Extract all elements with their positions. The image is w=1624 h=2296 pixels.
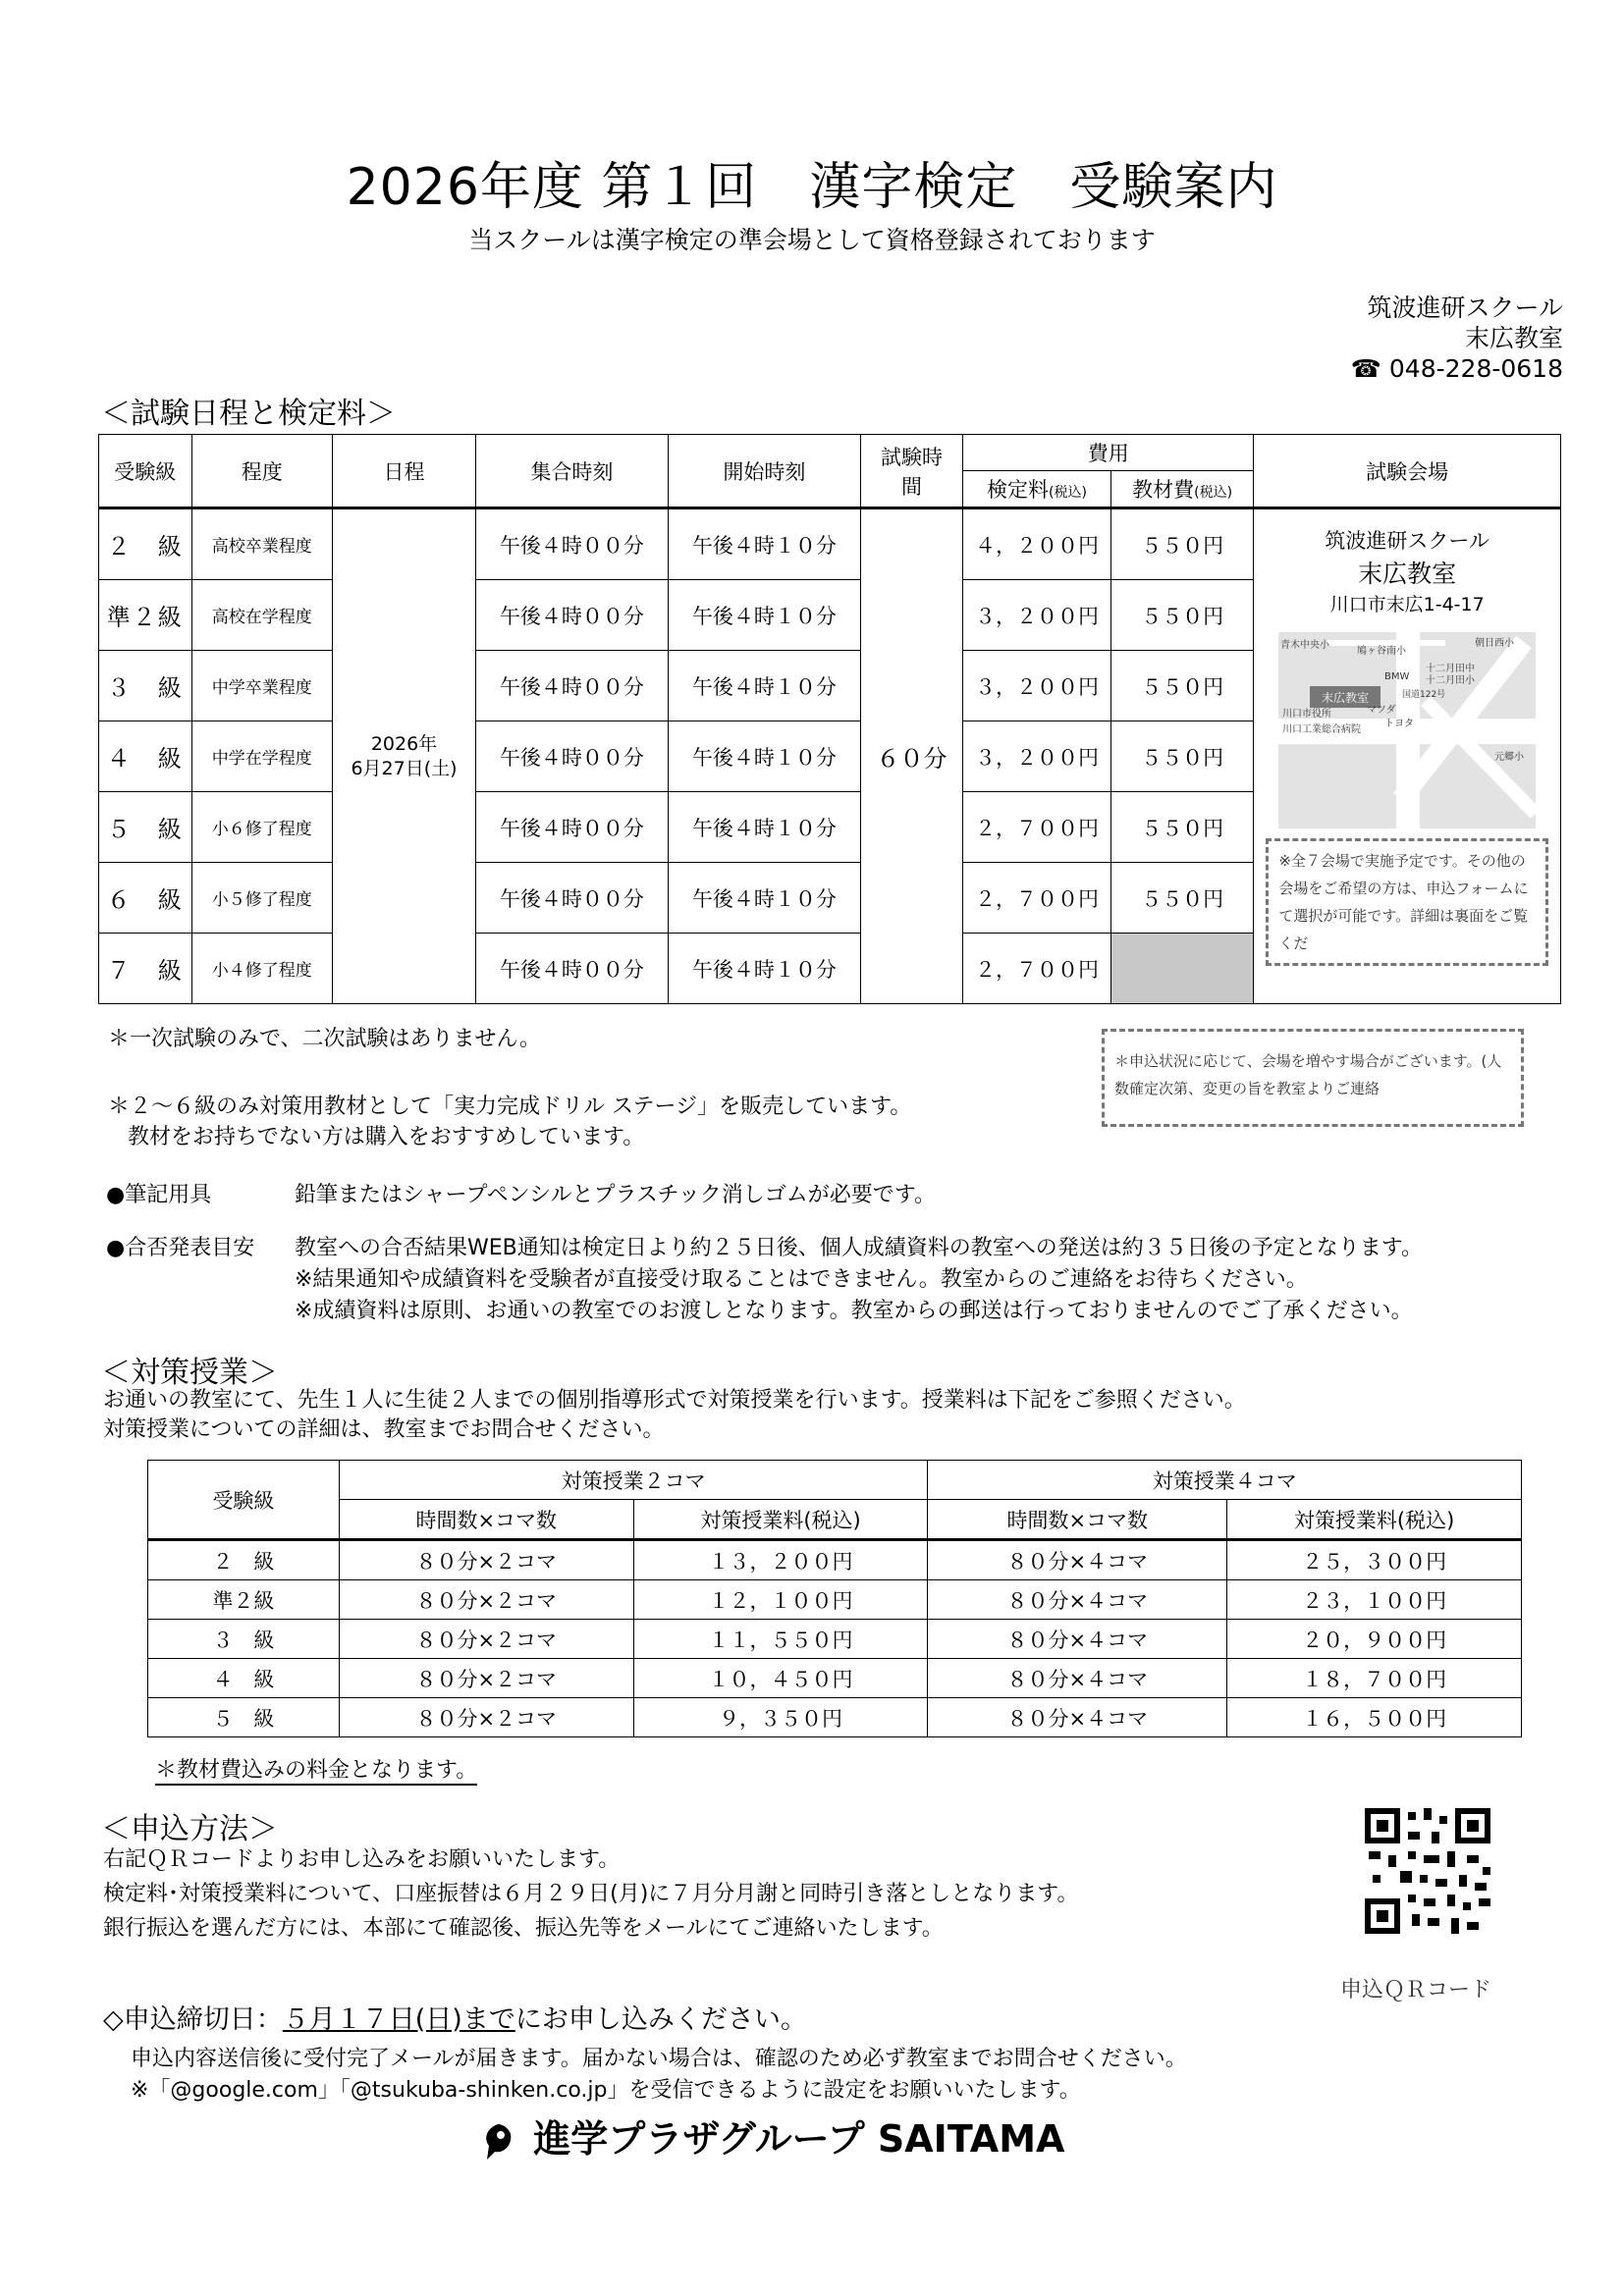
note-material-line2: 教材をお持ちでない方は購入をおすすめしています。: [128, 1125, 645, 1149]
table-row: [148, 1620, 1522, 1659]
assemble-cell: 午後４時００分: [475, 580, 668, 651]
apply-paragraph2: 検定料･対策授業料について、口座振替は６月２９日(月)に７月分月謝と同時引き落としとなります。: [103, 1882, 1079, 1906]
time-cell: ８０分×４コマ: [928, 1698, 1227, 1737]
header-duration: 試験時間: [860, 435, 962, 508]
fee-cell: １８，７００円: [1227, 1659, 1522, 1698]
apply-paragraph5: ※「@google.com」「@tsukuba-shinken.co.jp」を受信できるように設定をお願いいたします。: [131, 2078, 1081, 2103]
deadline-prefix: ◇申込締切日：: [103, 2004, 283, 2035]
level-cell: 中学卒業程度: [191, 651, 333, 721]
venue-cell: [1254, 508, 1561, 1004]
assemble-cell: 午後４時００分: [475, 792, 668, 863]
map-label: 元郷小: [1494, 752, 1525, 763]
fee-cell: １３，２００円: [633, 1540, 928, 1580]
level-cell: 小４修了程度: [191, 934, 333, 1004]
assemble-cell: 午後４時００分: [475, 651, 668, 721]
header-venue: 試験会場: [1254, 435, 1561, 508]
header-date: 日程: [333, 435, 476, 508]
fee-cell: １２，１００円: [633, 1580, 928, 1620]
side-note: ＊申込状況に応じて、会場を増やす場合がございます。(人数確定次第、変更の旨を教室よりご連絡: [1102, 1029, 1524, 1127]
logo-icon: [481, 2122, 514, 2162]
map-label: BMW: [1384, 671, 1410, 682]
venue-name: 筑波進研スクール: [1325, 529, 1489, 553]
grade-cell: ２ 級: [148, 1540, 340, 1580]
result-line2: ※結果通知や成績資料を受験者が直接受け取ることはできません。教室からのご連絡をお待ちください。: [295, 1267, 1308, 1292]
header-material-fee: 教材費(税込): [1110, 471, 1254, 508]
fee-cell: ２，７００円: [963, 863, 1111, 934]
time-cell: ８０分×２コマ: [339, 1698, 633, 1737]
start-cell: 午後４時１０分: [668, 508, 860, 580]
apply-paragraph1: 右記ＱＲコードよりお申し込みをお願いいたします。: [103, 1847, 621, 1872]
assemble-cell: 午後４時００分: [475, 863, 668, 934]
table-row: [99, 508, 1561, 580]
start-cell: 午後４時１０分: [668, 863, 860, 934]
assemble-cell: 午後４時００分: [475, 508, 668, 580]
lesson-header-fee: 対策授業料(税込): [1227, 1500, 1522, 1540]
grade-cell: ４ 級: [99, 721, 192, 792]
fee-cell: １１，５５０円: [633, 1620, 928, 1659]
table-row: [148, 1659, 1522, 1698]
deadline-line: [103, 1998, 807, 2036]
level-cell: 高校在学程度: [191, 580, 333, 651]
school-branch: 末広教室: [1464, 324, 1563, 352]
fee-cell: １６，５００円: [1227, 1698, 1522, 1737]
material-cell: ５５０円: [1110, 580, 1254, 651]
fee-cell: ２０，９００円: [1227, 1620, 1522, 1659]
fee-cell: ２，７００円: [963, 792, 1111, 863]
time-cell: ８０分×４コマ: [928, 1540, 1227, 1580]
fee-cell: ２３，１００円: [1227, 1580, 1522, 1620]
map-label: 十二月田中: [1426, 664, 1476, 674]
fee-cell: ４，２００円: [963, 508, 1111, 580]
apply-paragraph4: 申込内容送信後に受付完了メールが届きます。届かない場合は、確認のため必ず教室までお問合せください。: [131, 2047, 1187, 2071]
fee-cell: ３，２００円: [963, 580, 1111, 651]
map-graphic: [1278, 632, 1536, 828]
grade-cell: ４ 級: [148, 1659, 340, 1698]
map-label: トヨタ: [1384, 719, 1415, 729]
qr-code-graphic: [1365, 1808, 1490, 1934]
lesson-paragraph1: お通いの教室にて、先生１人に生徒２人までの個別指導形式で対策授業を行います。授業料は下記をご参照ください。: [103, 1388, 1246, 1413]
phone-icon: ☎: [1350, 354, 1381, 383]
header-assemble: 集合時刻: [475, 435, 668, 508]
start-cell: 午後４時１０分: [668, 580, 860, 651]
header-start: 開始時刻: [668, 435, 860, 508]
lesson-paragraph2: 対策授業についての詳細は、教室までお問合せください。: [103, 1417, 665, 1442]
level-cell: 小６修了程度: [191, 792, 333, 863]
lesson-header-grade: 受験級: [148, 1461, 340, 1540]
start-cell: 午後４時１０分: [668, 651, 860, 721]
result-line3: ※成績資料は原則、お通いの教室でのお渡しとなります。教室からの郵送は行っておりませんのでご了承ください。: [295, 1299, 1413, 1323]
header-cost: 費用: [963, 435, 1254, 471]
apply-paragraph3: 銀行振込を選んだ方には、本部にて確認後、振込先等をメールにてご連絡いたします。: [103, 1916, 944, 1941]
map-school-label: 末広教室: [1322, 691, 1370, 705]
fee-cell: ２，７００円: [963, 934, 1111, 1004]
grade-cell: 準２級: [148, 1580, 340, 1620]
assemble-cell: 午後４時００分: [475, 721, 668, 792]
school-info: [1351, 293, 1563, 384]
time-cell: ８０分×２コマ: [339, 1540, 633, 1580]
grade-cell: ３ 級: [99, 651, 192, 721]
lesson-header-time: 時間数×コマ数: [339, 1500, 633, 1540]
fee-cell: ９，３５０円: [633, 1698, 928, 1737]
map-label: 鳩ヶ谷南小: [1357, 646, 1407, 657]
grade-cell: ６ 級: [99, 863, 192, 934]
material-cell: ５５０円: [1110, 792, 1254, 863]
venue-address: 川口市末広1-4-17: [1329, 594, 1485, 615]
grade-cell: ７ 級: [99, 934, 192, 1004]
schedule-table: [98, 434, 1561, 1004]
map-label: 青木中央小: [1280, 640, 1330, 651]
grade-cell: ５ 級: [99, 792, 192, 863]
lesson-note: ＊教材費込みの料金となります。: [155, 1753, 477, 1786]
grade-cell: ３ 級: [148, 1620, 340, 1659]
map-label: 国道122号: [1402, 690, 1446, 700]
table-row: [148, 1580, 1522, 1620]
time-cell: ８０分×４コマ: [928, 1659, 1227, 1698]
time-cell: ８０分×４コマ: [928, 1620, 1227, 1659]
table-row: [148, 1540, 1522, 1580]
material-cell: ５５０円: [1110, 651, 1254, 721]
material-cell: ５５０円: [1110, 721, 1254, 792]
fee-cell: ３，２００円: [963, 721, 1111, 792]
grade-cell: ２ 級: [99, 508, 192, 580]
duration-cell: ６０分: [860, 508, 962, 1004]
level-cell: 中学在学程度: [191, 721, 333, 792]
time-cell: ８０分×４コマ: [928, 1580, 1227, 1620]
venue-note: ※全７会場で実施予定です。その他の会場をご希望の方は、申込フォームにて選択が可能です。詳細は裏面をご覧くだ: [1266, 838, 1548, 966]
venue-map: [1278, 632, 1536, 828]
map-label: 十二月田小: [1426, 675, 1476, 686]
assemble-cell: 午後４時００分: [475, 934, 668, 1004]
map-label: マツダ: [1367, 705, 1396, 716]
start-cell: 午後４時１０分: [668, 721, 860, 792]
grade-cell: 準２級: [99, 580, 192, 651]
lesson-table: [147, 1460, 1522, 1737]
page-subtitle: 当スクールは漢字検定の準会場として資格登録されております: [468, 226, 1156, 254]
school-name: 筑波進研スクール: [1367, 294, 1563, 322]
deadline-suffix: にお申し込みください。: [514, 2004, 807, 2035]
material-cell-empty: [1110, 934, 1254, 1004]
level-cell: 高校卒業程度: [191, 508, 333, 580]
note-first-exam: ＊一次試験のみで、二次試験はありません。: [108, 1027, 541, 1051]
note-material-line1: ＊２～６級のみ対策用教材として「実力完成ドリル ステージ」を販売しています。: [108, 1095, 912, 1119]
logo-text: 進学プラザグループ SAITAMA: [533, 2117, 1065, 2161]
header-exam-fee: 検定料(税込): [963, 471, 1111, 508]
time-cell: ８０分×２コマ: [339, 1620, 633, 1659]
level-cell: 小５修了程度: [191, 863, 333, 934]
group-logo: [481, 2109, 1064, 2163]
school-phone-line: [1351, 353, 1563, 384]
start-cell: 午後４時１０分: [668, 934, 860, 1004]
header-level: 程度: [191, 435, 333, 508]
qr-label: 申込ＱＲコード: [1340, 1978, 1492, 2002]
result-line1: 教室への合否結果WEB通知は検定日より約２５日後、個人成績資料の教室への発送は約３５日後の予定となります。: [295, 1236, 1423, 1260]
schedule-heading: ＜試験日程と検定料＞: [101, 397, 396, 431]
page-title: 2026年度 第１回 漢字検定 受験案内: [346, 158, 1278, 217]
qr-code[interactable]: [1365, 1808, 1490, 1934]
lesson-header-fee: 対策授業料(税込): [633, 1500, 928, 1540]
lesson-heading: ＜対策授業＞: [101, 1356, 278, 1390]
lesson-header-four: 対策授業４コマ: [928, 1461, 1522, 1500]
tools-label: ●筆記用具: [106, 1183, 212, 1207]
school-phone: 048-228-0618: [1388, 354, 1563, 383]
material-cell: ５５０円: [1110, 863, 1254, 934]
date-cell: 2026年 6月27日(土): [333, 508, 476, 1004]
lesson-header-time: 時間数×コマ数: [928, 1500, 1227, 1540]
time-cell: ８０分×２コマ: [339, 1580, 633, 1620]
time-cell: ８０分×２コマ: [339, 1659, 633, 1698]
table-row: [148, 1698, 1522, 1737]
fee-cell: ２５，３００円: [1227, 1540, 1522, 1580]
start-cell: 午後４時１０分: [668, 792, 860, 863]
apply-heading: ＜申込方法＞: [101, 1812, 278, 1846]
map-label: 朝日西小: [1475, 638, 1515, 649]
fee-cell: １０，４５０円: [633, 1659, 928, 1698]
venue-branch: 末広教室: [1358, 560, 1457, 588]
grade-cell: ５ 級: [148, 1698, 340, 1737]
fee-cell: ３，２００円: [963, 651, 1111, 721]
header-grade: 受験級: [99, 435, 192, 508]
result-label: ●合否発表目安: [106, 1236, 255, 1260]
map-label: 川口市役所: [1282, 709, 1332, 720]
tools-text: 鉛筆またはシャープペンシルとプラスチック消しゴムが必要です。: [295, 1183, 936, 1207]
map-label: 川口工業総合病院: [1282, 724, 1362, 735]
deadline-date: ５月１７日(日)まで: [282, 2004, 515, 2035]
material-cell: ５５０円: [1110, 508, 1254, 580]
lesson-header-two: 対策授業２コマ: [339, 1461, 928, 1500]
